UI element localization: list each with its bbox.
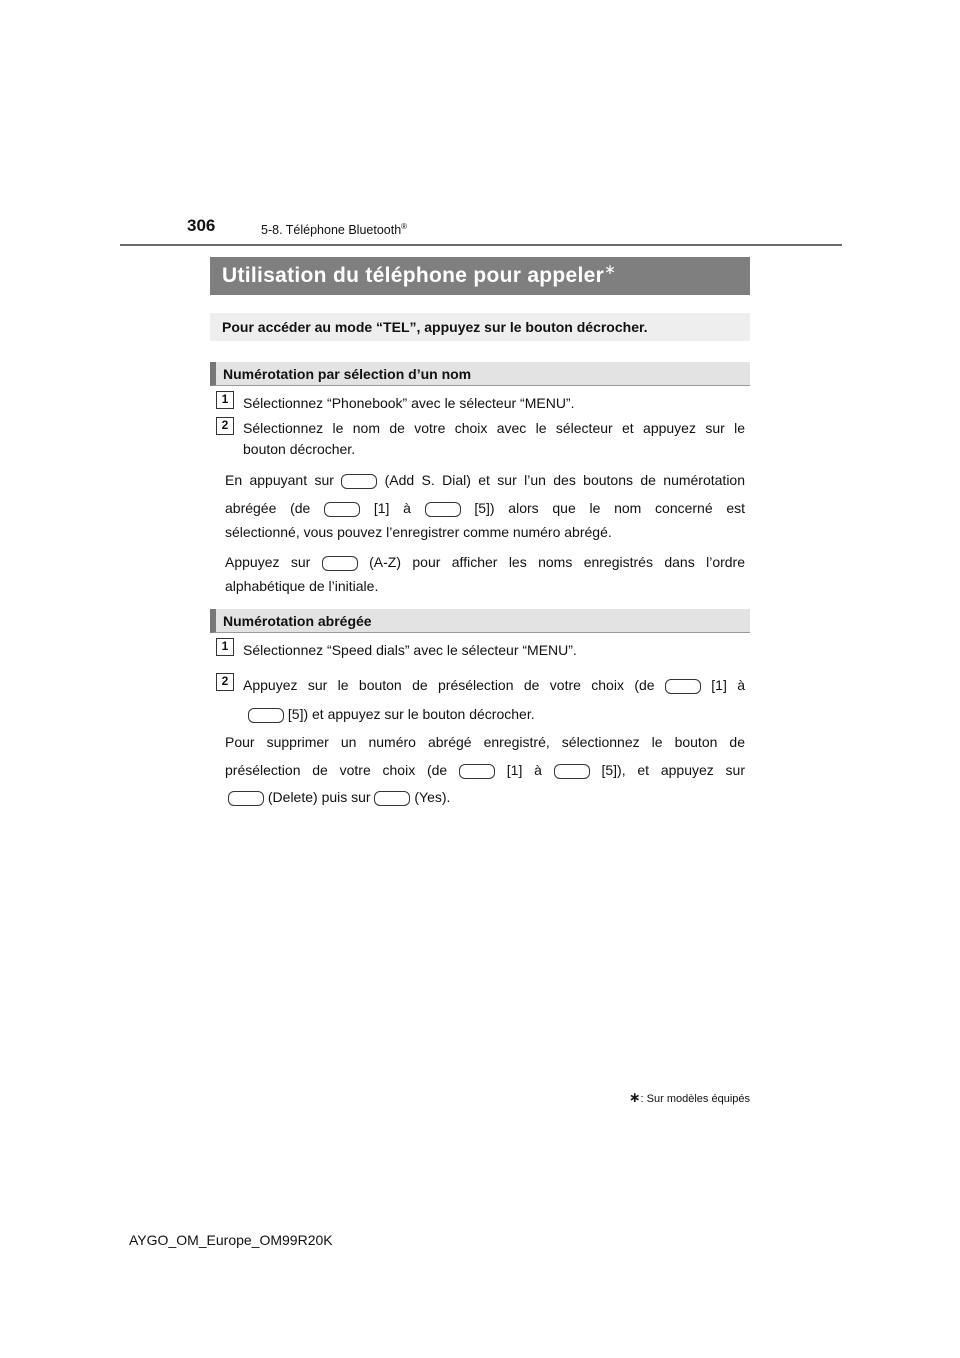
page-title <box>210 257 750 295</box>
footnote <box>629 1089 750 1106</box>
note-text: présélection de votre choix (de <box>225 762 448 778</box>
step-badge-2: 2 <box>216 417 234 435</box>
note-text: [1] à <box>373 500 411 516</box>
step-text-part: Appuyez sur le bouton de présélection de votre choix (de <box>243 677 655 693</box>
section-heading-name-dial: Numérotation par sélection d’un nom <box>210 362 750 386</box>
note-line <box>225 761 745 779</box>
step-text: Sélectionnez “Phonebook” avec le sélecteur “MENU”. <box>243 395 575 411</box>
note-line: sélectionné, vous pouvez l’enregistrer comme numéro abrégé. <box>225 524 612 540</box>
section-heading-speed-dial: Numérotation abrégée <box>210 609 750 633</box>
preset-button-icon <box>248 708 284 723</box>
page-number: 306 <box>187 216 216 235</box>
breadcrumb-text: 5-8. Téléphone Bluetooth <box>261 223 402 238</box>
note-line <box>225 471 745 489</box>
note-text: (Delete) puis sur <box>267 789 371 805</box>
step-text-part: [5]) et appuyez sur le bouton décrocher. <box>287 706 535 722</box>
note-text: [1] à <box>506 762 542 778</box>
note-text: (Add S. Dial) et sur l’un des boutons de numérotation <box>384 472 746 488</box>
note-line: alphabétique de l’initiale. <box>225 578 379 594</box>
step-text: Sélectionnez le nom de votre choix avec le sélecteur et appuyez sur le <box>243 420 745 436</box>
step-badge-1: 1 <box>216 391 234 409</box>
note-text: (A-Z) pour afficher les noms enregistrés dans l’ordre <box>369 554 746 570</box>
footnote-text: : Sur modèles équipés <box>640 1093 750 1105</box>
note-line: Pour supprimer un numéro abrégé enregistré, sélectionnez le bouton de <box>225 734 745 750</box>
note-text: [5]) alors que le nom concerné est <box>474 500 746 516</box>
note-text: Appuyez sur <box>225 554 311 570</box>
az-button-icon <box>322 556 358 571</box>
note-line <box>225 553 745 571</box>
note-text: (Yes). <box>414 789 451 805</box>
note-text: En appuyant sur <box>225 472 334 488</box>
preset-button-icon <box>665 679 701 694</box>
preset-button-icon <box>459 764 495 779</box>
note-line <box>225 499 745 517</box>
step-badge-1: 1 <box>216 638 234 656</box>
note-line <box>228 788 450 806</box>
note-text: [5]), et appuyez sur <box>601 762 745 778</box>
step-text-cont: bouton décrocher. <box>243 441 356 457</box>
step-text: Sélectionnez “Speed dials” avec le sélecteur “MENU”. <box>243 642 577 658</box>
breadcrumb <box>261 222 407 237</box>
step-text-part: [1] à <box>711 677 745 693</box>
footnote-asterisk: ∗ <box>628 1089 641 1105</box>
yes-button-icon <box>374 791 410 806</box>
step-text <box>243 676 745 694</box>
intro-box: Pour accéder au mode “TEL”, appuyez sur le bouton décrocher. <box>210 313 750 341</box>
title-asterisk: ∗ <box>604 261 617 277</box>
preset-button-icon <box>554 764 590 779</box>
note-text: abrégée (de <box>225 500 311 516</box>
preset-button-icon <box>324 502 360 517</box>
step-badge-2: 2 <box>216 673 234 691</box>
step-text-cont <box>248 705 535 723</box>
add-speed-dial-button-icon <box>341 474 377 489</box>
document-code: AYGO_OM_Europe_OM99R20K <box>129 1232 333 1248</box>
preset-button-icon <box>425 502 461 517</box>
header-rule <box>120 244 842 246</box>
page-title-text: Utilisation du téléphone pour appeler <box>222 264 605 287</box>
delete-button-icon <box>228 791 264 806</box>
registered-mark: ® <box>401 222 408 231</box>
